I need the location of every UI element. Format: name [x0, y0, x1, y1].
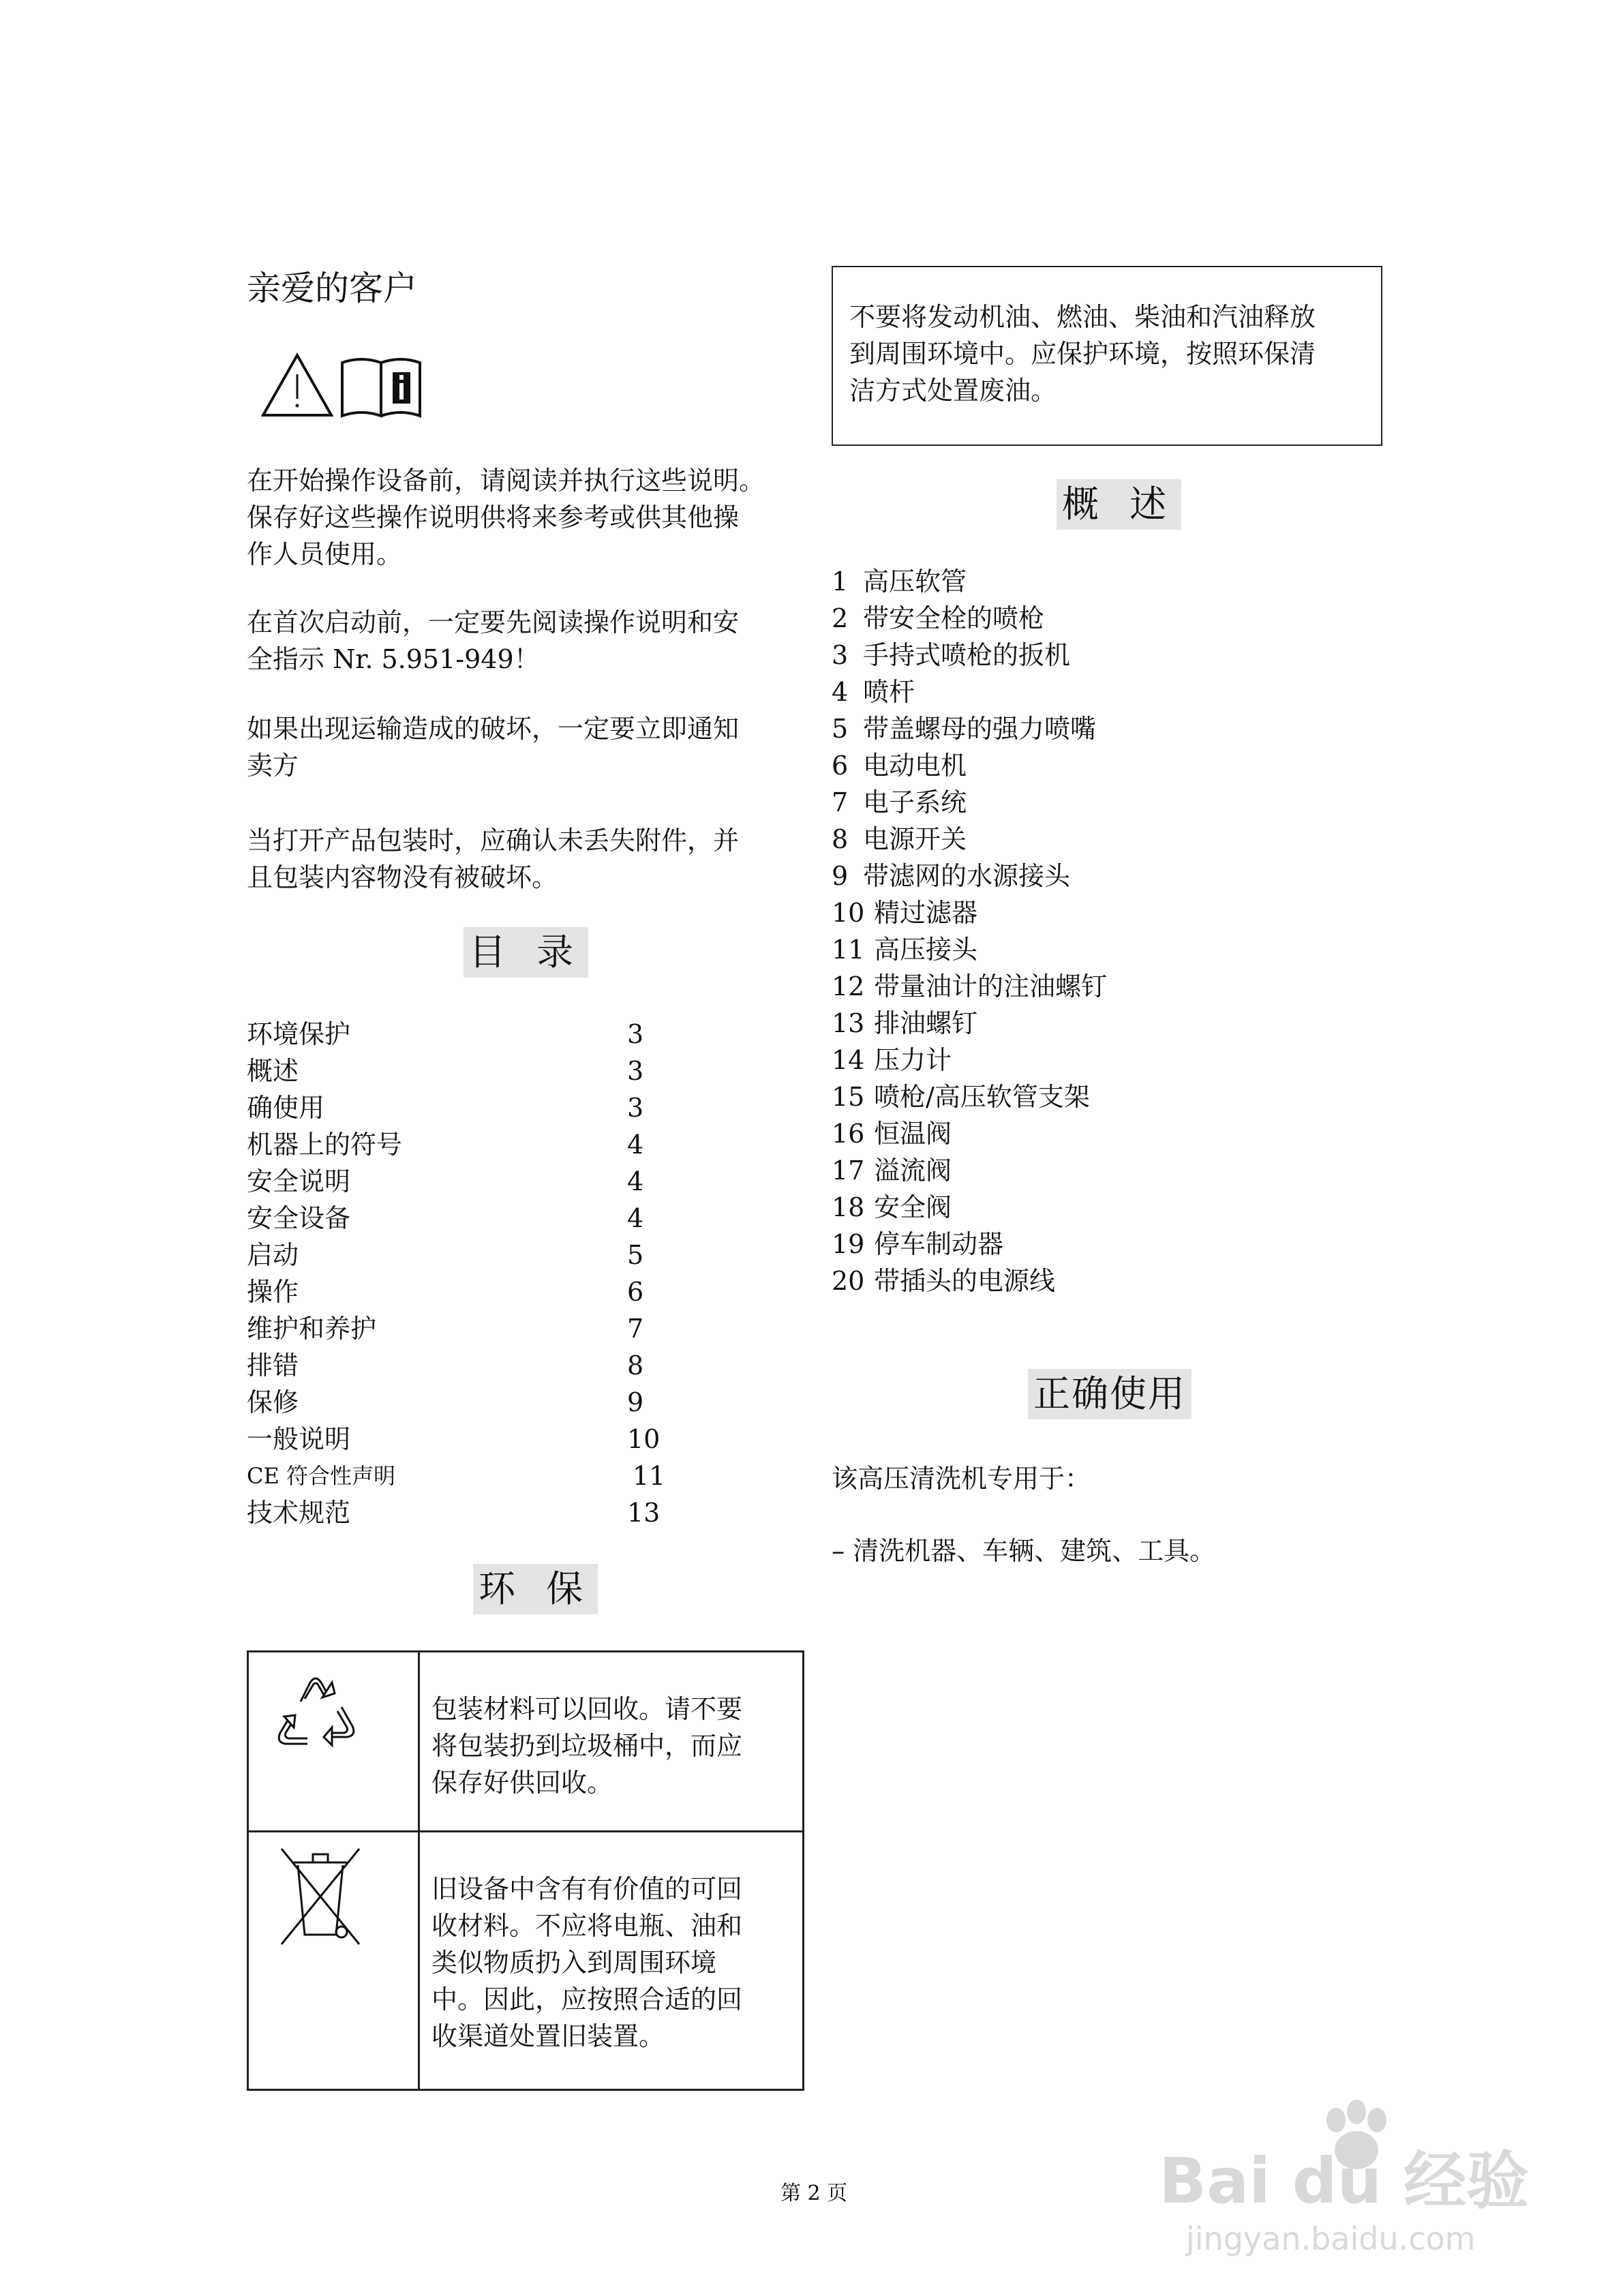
list-item: 7 电子系统 — [832, 787, 967, 817]
toc-row[interactable]: 环境保护 3 — [247, 1019, 644, 1049]
list-item: 10 精过滤器 — [832, 898, 978, 928]
recycle-icon — [261, 1662, 370, 1766]
toc-row[interactable]: 操作 6 — [247, 1277, 644, 1307]
crossed-bin-icon — [275, 1842, 366, 1951]
toc-row[interactable]: 安全说明 4 — [247, 1166, 644, 1196]
table-divider — [418, 1652, 420, 2089]
proper-use-intro: 该高压清洗机专用于： — [832, 1464, 1091, 1494]
oil-notice-box — [832, 266, 1382, 446]
warning-triangle-icon — [259, 351, 335, 419]
list-item: 16 恒温阀 — [832, 1119, 952, 1149]
intro-paragraph-3: 如果出现运输造成的破坏，一定要立即通知 卖方 — [247, 714, 740, 781]
proper-use-heading: 正确使用 — [1028, 1369, 1192, 1419]
list-item: 1 高压软管 — [832, 567, 967, 596]
intro-paragraph-2: 在首次启动前，一定要先阅读操作说明和安 全指示 Nr. 5.951-949！ — [247, 607, 740, 674]
toc-row[interactable]: 排错 8 — [247, 1350, 644, 1380]
list-item: 12 带量油计的注油螺钉 — [832, 971, 1108, 1001]
table-divider — [249, 1830, 802, 1832]
list-item: 4 喷杆 — [832, 677, 915, 707]
toc-row[interactable]: 安全设备 4 — [247, 1203, 644, 1233]
info-manual-icon — [338, 354, 424, 419]
env-row-recycle-text: 包装材料可以回收。请不要 将包装扔到垃圾桶中，而应 保存好供回收。 — [431, 1694, 743, 1798]
env-table — [247, 1650, 804, 2091]
list-item: 3 手持式喷枪的扳机 — [832, 640, 1071, 670]
overview-heading: 概 述 — [1057, 479, 1181, 530]
list-item: 20 带插头的电源线 — [832, 1266, 1056, 1296]
list-item: 9 带滤网的水源接头 — [832, 861, 1071, 891]
toc-row[interactable]: 一般说明 10 — [247, 1424, 661, 1454]
list-item: 18 安全阀 — [832, 1192, 952, 1222]
toc-row[interactable]: 保修 9 — [247, 1387, 644, 1417]
toc-row[interactable]: CE 符合性声明 11 — [247, 1461, 666, 1491]
toc-row[interactable]: 启动 5 — [247, 1240, 644, 1270]
list-item: 14 压力计 — [832, 1045, 952, 1075]
proper-use-item: – 清洗机器、车辆、建筑、工具。 — [832, 1536, 1216, 1566]
toc-row[interactable]: 概述 3 — [247, 1056, 644, 1086]
greeting-title: 亲爱的客户 — [247, 269, 417, 308]
list-item: 8 电源开关 — [832, 824, 967, 854]
list-item: 2 带安全栓的喷枪 — [832, 603, 1045, 633]
toc-row[interactable]: 确使用 3 — [247, 1093, 644, 1123]
toc-row[interactable]: 维护和养护 7 — [247, 1314, 644, 1344]
baidu-jingyan-watermark: Bai du 经验 jingyan.baidu.com — [1159, 2100, 1568, 2256]
toc-heading: 目 录 — [464, 927, 588, 978]
oil-notice-text: 不要将发动机油、燃油、柴油和汽油释放 到周围环境中。应保护环境，按照环保清 洁方式处置废油。 — [849, 302, 1316, 406]
env-row-weee-text: 旧设备中含有有价值的可回 收材料。不应将电瓶、油和 类似物质扔入到周围环境 中。因此，应按照合适的回 收渠道处置旧装置。 — [431, 1874, 743, 2051]
page-number: 第 2 页 — [780, 2181, 848, 2205]
list-item: 6 电动电机 — [832, 751, 967, 781]
intro-paragraph-1: 在开始操作设备前，请阅读并执行这些说明。 保存好这些操作说明供将来参考或供其他操 作人员使用。 — [247, 466, 765, 569]
list-item: 19 停车制动器 — [832, 1229, 1004, 1259]
toc-row[interactable]: 机器上的符号 4 — [247, 1130, 644, 1160]
toc-row[interactable]: 技术规范 13 — [247, 1498, 661, 1528]
list-item: 5 带盖螺母的强力喷嘴 — [832, 714, 1097, 744]
list-item: 13 排油螺钉 — [832, 1008, 978, 1038]
intro-paragraph-4: 当打开产品包装时，应确认未丢失附件，并 且包装内容物没有被破坏。 — [247, 826, 740, 892]
list-item: 11 高压接头 — [832, 935, 978, 965]
list-item: 17 溢流阀 — [832, 1155, 952, 1185]
env-heading: 环 保 — [473, 1564, 598, 1614]
list-item: 15 喷枪/高压软管支架 — [832, 1082, 1090, 1112]
